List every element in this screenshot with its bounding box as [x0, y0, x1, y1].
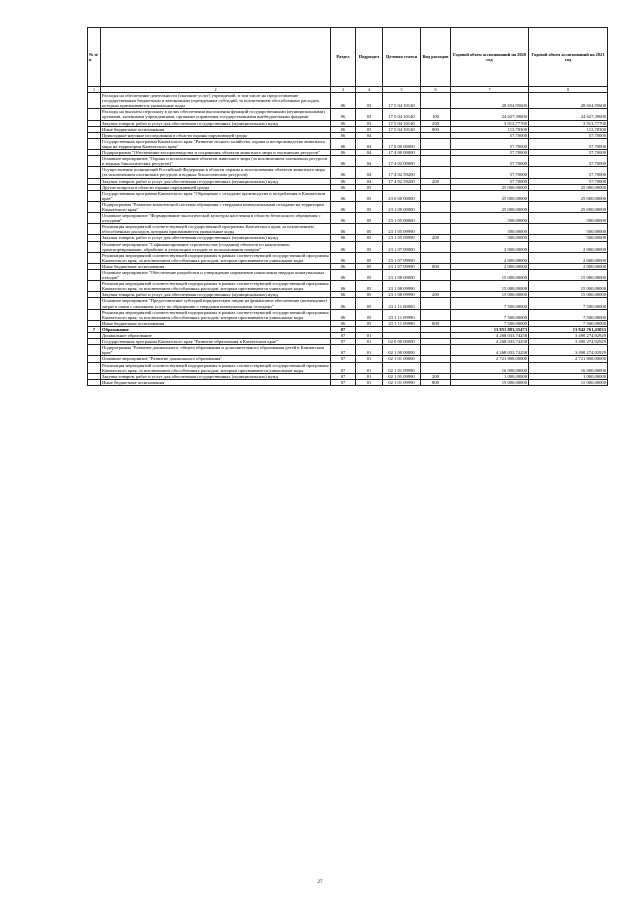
- section-code: 06: [331, 224, 356, 235]
- table-row: [88, 241, 608, 252]
- target-article-code: 02 1 01 00000: [383, 356, 421, 362]
- amount-2021: 1 000,00000: [529, 373, 608, 379]
- section-code: 06: [331, 263, 356, 269]
- amount-2021: 113,78300: [529, 126, 608, 132]
- expense-name: Основное мероприятие "Формирование экологической культуры населения в области безопасного обращения с отходами": [101, 213, 331, 224]
- table-row: [88, 190, 608, 201]
- amount-2020: 7 500,00000: [451, 309, 529, 320]
- expense-type-code: 200: [421, 120, 451, 126]
- section-code: 06: [331, 109, 356, 120]
- section-code: 06: [331, 252, 356, 263]
- amount-2020: 15 000,00000: [451, 379, 529, 385]
- expense-type-code: [421, 138, 451, 149]
- expense-name: Подпрограмма "Обеспечение воспроизводства и сохранения объектов животного мира и охотничьих ресурсов": [101, 150, 331, 156]
- amount-2021: 15 000,00000: [529, 379, 608, 385]
- section-code: 07: [331, 373, 356, 379]
- section-code: 06: [331, 120, 356, 126]
- header-subsection: Подраздел: [356, 28, 383, 87]
- table-row: [88, 309, 608, 320]
- target-article-code: 23 1 05 09990: [383, 224, 421, 235]
- section-code: 06: [331, 156, 356, 167]
- table-row: [88, 109, 608, 120]
- table-row: [88, 345, 608, 356]
- expense-type-code: [421, 309, 451, 320]
- expense-type-code: 800: [421, 126, 451, 132]
- amount-2020: 3 913,77700: [451, 120, 529, 126]
- amount-2021: 2 000,00000: [529, 263, 608, 269]
- amount-2021: 2 721 808,00000: [529, 356, 608, 362]
- subsection-code: 01: [356, 345, 383, 356]
- row-number: [88, 379, 101, 385]
- row-number: [88, 281, 101, 292]
- target-article-code: 23 0 00 00000: [383, 190, 421, 201]
- subsection-code: 03: [356, 126, 383, 132]
- table-body: [88, 87, 608, 386]
- amount-2021: 15 000,00000: [529, 270, 608, 281]
- table-row: [88, 252, 608, 263]
- subsection-code: 01: [356, 333, 383, 339]
- expense-name: Подпрограмма "Развитие дошкольного, общего образования и дополнительного образования детей в Камчатском крае": [101, 345, 331, 356]
- row-number: [88, 309, 101, 320]
- section-code: 06: [331, 281, 356, 292]
- expense-type-code: [421, 298, 451, 309]
- expense-type-code: [421, 252, 451, 263]
- row-number: [88, 156, 101, 167]
- section-code: 06: [331, 241, 356, 252]
- subsection-code: 05: [356, 320, 383, 326]
- target-article-code: 23 1 08 09990: [383, 281, 421, 292]
- subsection-code: 03: [356, 120, 383, 126]
- subsection-code: 05: [356, 213, 383, 224]
- amount-2021: 57,70000: [529, 167, 608, 178]
- subsection-code: 01: [356, 362, 383, 373]
- expense-name: Основное мероприятие "Софинансирование строительства (создания) объектов по накоплению, транспортированию, обработке и утилизации отходов от использования товаров": [101, 241, 331, 252]
- expense-type-code: 200: [421, 373, 451, 379]
- amount-2020: 4 268 033,74258: [451, 333, 529, 339]
- amount-2020: 2 000,00000: [451, 263, 529, 269]
- target-article-code: 23 1 08 00000: [383, 270, 421, 281]
- expense-type-code: 800: [421, 379, 451, 385]
- expense-name: Закупка товаров, работ и услуг для обеспечения государственных (муниципальных) нужд: [101, 373, 331, 379]
- amount-2021: 57,70000: [529, 178, 608, 184]
- section-code: 06: [331, 309, 356, 320]
- amount-2020: 25 000,00000: [451, 201, 529, 212]
- subsection-code: 04: [356, 156, 383, 167]
- subsection-code: 01: [356, 339, 383, 345]
- amount-2020: 500,00000: [451, 224, 529, 235]
- amount-2021: 3 490 274,92929: [529, 339, 608, 345]
- target-article-code: 17 5 04 10140: [383, 109, 421, 120]
- section-code: 06: [331, 213, 356, 224]
- expense-type-code: [421, 213, 451, 224]
- section-code: 06: [331, 150, 356, 156]
- expense-type-code: 800: [421, 320, 451, 326]
- column-number: 5: [383, 87, 421, 93]
- subsection-code: 05: [356, 298, 383, 309]
- expense-name: Иные бюджетные ассигнования: [101, 379, 331, 385]
- amount-2020: 57,70000: [451, 150, 529, 156]
- amount-2020: 25 000,00000: [451, 190, 529, 201]
- expense-name: Закупка товаров, работ и услуг для обеспечения государственных (муниципальных) нужд: [101, 178, 331, 184]
- header-target-article: Целевая статья: [383, 28, 421, 87]
- expense-name: Реализация мероприятий соответствующей подпрограммы в рамках соответствующей государственной программы Камчатского края, за исключением обособленных расходов, которым присваиваются уникальные коды: [102, 309, 329, 320]
- subsection-code: 05: [356, 235, 383, 241]
- amount-2020: 500,00000: [451, 213, 529, 224]
- amount-2020: 57,70000: [451, 167, 529, 178]
- table-row: [88, 167, 608, 178]
- section-code: 06: [331, 201, 356, 212]
- expense-type-code: 100: [421, 109, 451, 120]
- amount-2021: 7 500,00000: [529, 309, 608, 320]
- subsection-code: 04: [356, 138, 383, 149]
- table-row: [88, 362, 608, 373]
- amount-2021: 25 000,00000: [529, 184, 608, 190]
- expense-type-code: [421, 167, 451, 178]
- table-row: [88, 224, 608, 235]
- section-code: 06: [331, 270, 356, 281]
- expense-name: Государственная программа Камчатского края "Развитие лесного хозяйства, охрана и воспроизводство животного мира на территории Камчатского края": [101, 138, 331, 149]
- expense-name: Реализация мероприятий соответствующей подпрограммы в рамках соответствующей государственной программы Камчатского края, за исключением обособленных расходов, которым присваиваются уникальные коды: [102, 281, 329, 292]
- expense-name: Осуществление полномочий Российской Федерации в области охраны и использования объектов животного мира (за исключением охотничьих ресурсов и водных биологических ресурсов): [101, 167, 331, 178]
- target-article-code: 17 4 00 00000: [383, 150, 421, 156]
- subsection-code: 05: [356, 201, 383, 212]
- subsection-code: 04: [356, 150, 383, 156]
- amount-2020: 28 654,95600: [451, 93, 529, 109]
- target-article-code: 23 1 07 09990: [383, 252, 421, 263]
- row-number: [88, 138, 101, 149]
- section-code: 07: [331, 333, 356, 339]
- section-code: 07: [331, 345, 356, 356]
- header-row: [88, 28, 608, 87]
- amount-2020: 7 500,00000: [451, 298, 529, 309]
- expense-name: Дошкольное образование: [101, 333, 331, 339]
- amount-2021: 57,70000: [529, 132, 608, 138]
- row-number: [88, 190, 101, 201]
- target-article-code: 23 1 05 00000: [383, 213, 421, 224]
- amount-2021: 25 000,00000: [529, 190, 608, 201]
- subsection-code: 05: [356, 224, 383, 235]
- expense-name: Расходы на выплаты персоналу в целях обеспечения выполнения функций государственными (муниципальными) органами, казенными учреждениями, органами управления государственными внебюджетными фондами: [101, 109, 331, 120]
- row-number: [88, 298, 101, 309]
- amount-2020: 500,00000: [451, 235, 529, 241]
- amount-2020: 57,70000: [451, 156, 529, 167]
- row-number: [88, 252, 101, 263]
- expense-name: Государственная программа Камчатского края "Развитие образования в Камчатском крае": [101, 339, 331, 345]
- expense-name: Основное мероприятие "Охрана и использование объектов животного мира (за исключением охотничьих ресурсов и водных биологических ресурсов)": [101, 156, 331, 167]
- expense-name: Основное мероприятие "Обеспечение разработки и утверждение нормативов накопления твердых коммунальных отходов": [101, 270, 331, 281]
- row-number: [88, 224, 101, 235]
- subsection-code: 03: [356, 93, 383, 109]
- amount-2020: 25 000,00000: [451, 184, 529, 190]
- column-number: 1: [88, 87, 101, 93]
- amount-2020: 2 000,00000: [451, 252, 529, 263]
- expense-name: Иные бюджетные ассигнования: [101, 320, 331, 326]
- expense-type-code: [421, 281, 451, 292]
- column-number: 2: [101, 87, 331, 93]
- target-article-code: 17 4 02 59200: [383, 167, 421, 178]
- amount-2020: 24 627,39600: [451, 109, 529, 120]
- section-code: 06: [331, 132, 356, 138]
- expense-name: Основное мероприятие "Развитие дошкольного образования": [101, 356, 331, 362]
- amount-2020: 4 268 033,74258: [451, 339, 529, 345]
- expense-type-code: [421, 345, 451, 356]
- section-code: 07: [331, 326, 356, 332]
- section-code: 06: [331, 184, 356, 190]
- section-code: 06: [331, 190, 356, 201]
- expense-name: Образование: [101, 326, 331, 332]
- amount-2020: 113,78300: [451, 126, 529, 132]
- amount-2020: 15 000,00000: [451, 270, 529, 281]
- amount-2020: 16 000,00000: [451, 362, 529, 373]
- subsection-code: 01: [356, 356, 383, 362]
- amount-2021: 3 913,77700: [529, 120, 608, 126]
- subsection-code: 05: [356, 270, 383, 281]
- expense-type-code: 800: [421, 263, 451, 269]
- row-number: [88, 241, 101, 252]
- amount-2021: 25 000,00000: [529, 201, 608, 212]
- section-code: 06: [331, 292, 356, 298]
- amount-2021: 500,00000: [529, 224, 608, 235]
- column-number: 6: [421, 87, 451, 93]
- expense-type-code: [421, 201, 451, 212]
- target-article-code: 02 1 01 09990: [383, 373, 421, 379]
- amount-2021: 57,70000: [529, 138, 608, 149]
- expense-name: Реализация мероприятий соответствующей подпрограммы в рамках соответствующей государственной программы Камчатского края, за исключением обособленных расходов, которым присваиваются уникальные коды: [102, 362, 329, 373]
- target-article-code: 17 4 02 59200: [383, 178, 421, 184]
- amount-2020: 2 000,00000: [451, 241, 529, 252]
- table-row: [88, 138, 608, 149]
- expense-name: Подпрограмма "Развитие комплексной системы обращения с твердыми коммунальными отходами на территории Камчатского края": [101, 201, 331, 212]
- header-amount-2020: Годовой объем ассигнований на 2020 год: [451, 28, 529, 87]
- subsection-code: 05: [356, 184, 383, 190]
- amount-2020: 57,70000: [451, 132, 529, 138]
- expense-type-code: [421, 241, 451, 252]
- header-name: [101, 28, 331, 87]
- amount-2020: 7 500,00000: [451, 320, 529, 326]
- subsection-code: 03: [356, 109, 383, 120]
- target-article-code: 23 1 07 09990: [383, 263, 421, 269]
- row-number: [88, 167, 101, 178]
- amount-2021: 500,00000: [529, 213, 608, 224]
- row-number: [88, 345, 101, 356]
- expense-name: Государственная программа Камчатского края "Обращение с отходами производства и потребления в Камчатском крае": [101, 190, 331, 201]
- expense-name: Иные бюджетные ассигнования: [101, 263, 331, 269]
- table-row: [88, 213, 608, 224]
- column-number: 3: [331, 87, 356, 93]
- amount-2021: 16 000,00000: [529, 362, 608, 373]
- expense-type-code: 200: [421, 178, 451, 184]
- target-article-code: 23 1 05 09990: [383, 235, 421, 241]
- amount-2021: 28 654,95600: [529, 93, 608, 109]
- expense-type-code: [421, 190, 451, 201]
- table-row: [88, 201, 608, 212]
- amount-2021: 500,00000: [529, 235, 608, 241]
- subsection-code: 05: [356, 241, 383, 252]
- amount-2020: 15 000,00000: [451, 292, 529, 298]
- target-article-code: 17 5 04 10140: [383, 126, 421, 132]
- expense-type-code: [421, 224, 451, 235]
- row-number: [88, 109, 101, 120]
- section-code: 07: [331, 356, 356, 362]
- target-article-code: 23 1 11 09990: [383, 309, 421, 320]
- subsection-code: 01: [356, 373, 383, 379]
- amount-2020: 1 000,00000: [451, 373, 529, 379]
- amount-2020: 57,70000: [451, 178, 529, 184]
- target-article-code: 17 5 04 10140: [383, 120, 421, 126]
- amount-2020: 13 851 883,35473: [451, 326, 529, 332]
- section-code: 06: [331, 93, 356, 109]
- row-number: [88, 362, 101, 373]
- subsection-code: 05: [356, 190, 383, 201]
- expense-name: Закупка товаров, работ и услуг для обеспечения государственных (муниципальных) нужд: [101, 235, 331, 241]
- amount-2021: 2 000,00000: [529, 241, 608, 252]
- table-row: [88, 156, 608, 167]
- expense-name: Иные бюджетные ассигнования: [101, 126, 331, 132]
- amount-2021: 15 000,00000: [529, 292, 608, 298]
- amount-2021: 57,70000: [529, 156, 608, 167]
- section-code: 06: [331, 138, 356, 149]
- subsection-code: 04: [356, 132, 383, 138]
- target-article-code: 23 1 08 09990: [383, 292, 421, 298]
- amount-2021: 13 842 761,43033: [529, 326, 608, 332]
- row-number: [88, 201, 101, 212]
- expense-name: Закупка товаров, работ и услуг для обеспечения государственных (муниципальных) нужд: [101, 292, 331, 298]
- section-code: 07: [331, 379, 356, 385]
- amount-2020: 2 721 808,00000: [451, 356, 529, 362]
- column-number: 7: [451, 87, 529, 93]
- subsection-code: 05: [356, 263, 383, 269]
- expense-name: Реализация мероприятий соответствующей государственной программы Камчатского края, за исключением обособленных расходов, которым присваиваются уникальные коды: [101, 224, 331, 235]
- expense-name: Другие вопросы в области охраны окружающей среды: [101, 184, 331, 190]
- amount-2020: 4 268 033,74258: [451, 345, 529, 356]
- table-row: [88, 379, 608, 385]
- amount-2020: 57,70000: [451, 138, 529, 149]
- target-article-code: 23 1 11 09990: [383, 320, 421, 326]
- subsection-code: 04: [356, 178, 383, 184]
- section-code: 06: [331, 178, 356, 184]
- table-row: [88, 281, 608, 292]
- expense-type-code: [421, 362, 451, 373]
- header-amount-2021: Годовой объем ассигнований на 2021 год: [529, 28, 608, 87]
- subsection-code: 05: [356, 281, 383, 292]
- target-article-code: 02 0 00 00000: [383, 339, 421, 345]
- amount-2021: 2 000,00000: [529, 252, 608, 263]
- target-article-code: 17 4 02 00000: [383, 156, 421, 167]
- table-row: [88, 93, 608, 109]
- section-code: 06: [331, 235, 356, 241]
- amount-2021: 7 500,00000: [529, 320, 608, 326]
- target-article-code: 17 5 04 10140: [383, 93, 421, 109]
- expense-name: Основное мероприятие "Предоставление субсидий юридическим лицам на финансовое обеспечение (возмещение) затрат в связи с оказанием услуг по обращению с твердыми коммунальными отходами": [101, 298, 331, 309]
- row-number: [88, 93, 101, 109]
- amount-2021: 3 490 274,92929: [529, 345, 608, 356]
- amount-2021: 24 627,39600: [529, 109, 608, 120]
- target-article-code: 02 1 00 00000: [383, 345, 421, 356]
- amount-2021: 15 000,00000: [529, 281, 608, 292]
- expense-type-code: [421, 156, 451, 167]
- amount-2021: 7 500,00000: [529, 298, 608, 309]
- amount-2021: 3 490 274,92929: [529, 333, 608, 339]
- amount-2020: 15 000,00000: [451, 281, 529, 292]
- section-code: 06: [331, 126, 356, 132]
- section-code: 06: [331, 298, 356, 309]
- column-number: 4: [356, 87, 383, 93]
- expense-name: Реализация мероприятий соответствующей подпрограммы в рамках соответствующей государственной программы Камчатского края, за исключением обособленных расходов, которым присваиваются уникальные коды: [102, 252, 329, 263]
- subsection-code: 05: [356, 292, 383, 298]
- row-number: [88, 213, 101, 224]
- section-code: 06: [331, 320, 356, 326]
- target-article-code: 17 0 00 00000: [383, 138, 421, 149]
- header-expense-type: Вид расходов: [421, 28, 451, 87]
- expense-type-code: [421, 270, 451, 281]
- subsection-code: 01: [356, 379, 383, 385]
- table-row: [88, 298, 608, 309]
- table-row: [88, 270, 608, 281]
- section-code: 07: [331, 339, 356, 345]
- row-number: 7: [88, 326, 101, 332]
- budget-table: [87, 27, 608, 386]
- subsection-code: 05: [356, 309, 383, 320]
- expense-name: Закупка товаров, работ и услуг для обеспечения государственных (муниципальных) нужд: [101, 120, 331, 126]
- target-article-code: 23 1 00 00000: [383, 201, 421, 212]
- expense-name: Расходы на обеспечение деятельности (оказание услуг) учреждений, в том числе на предоставление государственным бюджетным и автономным учреждениям субсидий, за исключением обособленных расходов, которым присваиваются уникальные коды: [101, 93, 331, 109]
- expense-type-code: [421, 93, 451, 109]
- header-no: № п/п: [88, 28, 101, 87]
- target-article-code: 02 1 01 09990: [383, 362, 421, 373]
- subsection-code: 04: [356, 167, 383, 178]
- expense-type-code: 200: [421, 235, 451, 241]
- section-code: 06: [331, 167, 356, 178]
- page-number: 27: [317, 880, 323, 885]
- section-code: 07: [331, 362, 356, 373]
- subsection-code: 05: [356, 252, 383, 263]
- amount-2021: 57,70000: [529, 150, 608, 156]
- header-section: Раздел: [331, 28, 356, 87]
- target-article-code: 23 1 11 00000: [383, 298, 421, 309]
- target-article-code: 02 1 01 09990: [383, 379, 421, 385]
- row-number: [88, 270, 101, 281]
- expense-type-code: 200: [421, 292, 451, 298]
- expense-name: Прикладные научные исследования в области охраны окружающей среды: [101, 132, 331, 138]
- target-article-code: 23 1 07 00000: [383, 241, 421, 252]
- column-number: 8: [529, 87, 608, 93]
